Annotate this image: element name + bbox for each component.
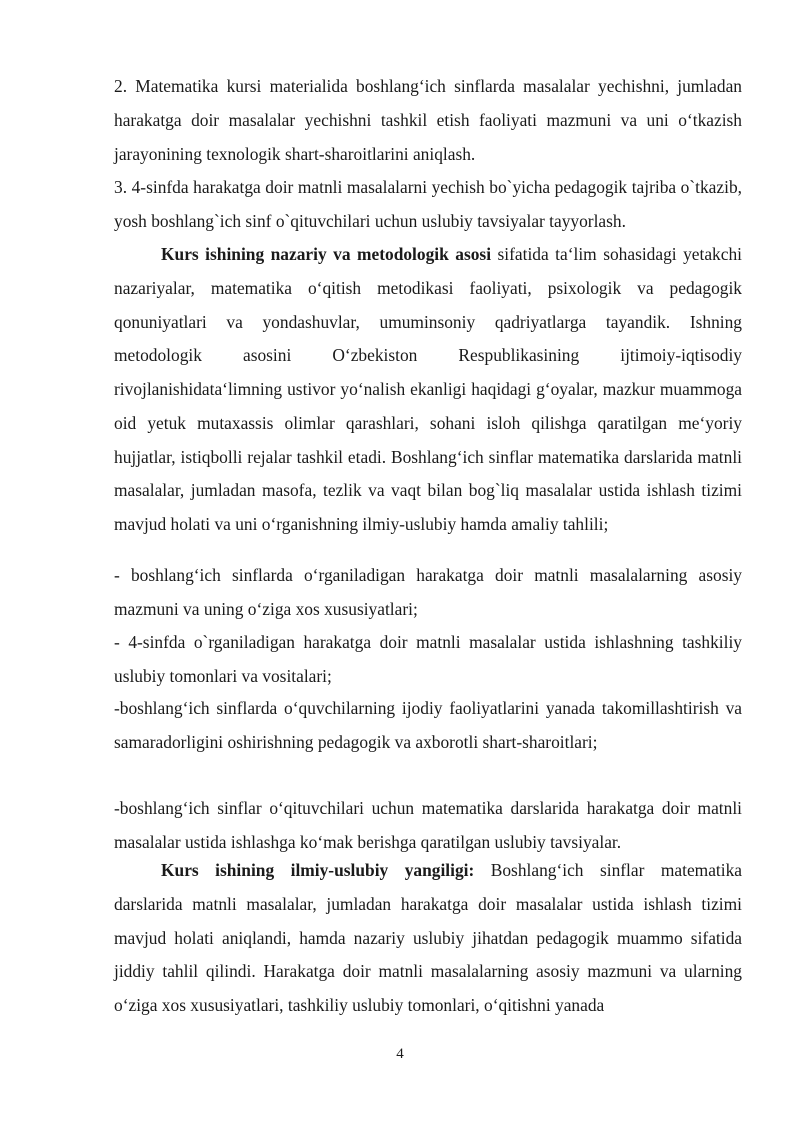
methodological-basis-text: sifatida ta‘lim sohasidagi yetakchi nazariyalar, matematika o‘qitish metodikasi faoliyati, psixologik va pedagogik qonuniyatlari va yondashuvlar, umuminsoniy qadriyatlarga tayandik. Ishning metodologik asosini O‘zbekiston Respublikasining ijtimoiy-iqtisodiy rivojlanishidata‘limning ustivor yo‘nalish ekanligi haqidagi g‘oyalar, mazkur muammoga oid yetuk mutaxassis olimlar qarashlari, sohani isloh qilishga qaratilgan me‘yoriy hujjatlar, istiqbolli rejalar tashkil etadi. Boshlang‘ich sinflar matematika darslarida matnli masalalar, jumladan masofa, tezlik va vaqt bilan bog`liq masalalar ustida ishlash tizimi mavjud holati va uni o‘rganishning ilmiy-uslubiy hamda amaliy tahlili;: [114, 244, 742, 534]
list-item-organizational-methods: - 4-sinfda o`rganiladigan harakatga doir matnli masalalar ustida ishlashning tashkiliy uslubiy tomonlari va vositalari;: [114, 632, 742, 686]
paragraph-objective-3: 3. 4-sinfda harakatga doir matnli masalalarni yechish bo`yicha pedagogik tajriba o`tkazib, yosh boshlang`ich sinf o`qituvchilari uchun uslubiy tavsiyalar tayyorlash.: [114, 177, 742, 231]
scientific-novelty-text: Boshlang‘ich sinflar matematika darslarida matnli masalalar, jumladan harakatga doir masalalar ustida ishlash tizimi mavjud holati aniqlandi, hamda nazariy uslubiy jihatdan pedagogik muammo sifatida jiddiy tahlil qilindi. Harakatga doir matnli masalalarning asosiy mazmuni va ularning o‘ziga xos xususiyatlari, tashkiliy uslubiy tomonlari, o‘qitishni yanada: [114, 860, 742, 1015]
paragraph-objective-2: 2. Matematika kursi materialida boshlang‘ich sinflarda masalalar yechishni, jumladan harakatga doir masalalar yechishni tashkil etish faoliyati mazmuni va uni o‘tkazish jarayonining texnologik shart-sharoitlarini aniqlash.: [114, 76, 742, 164]
list-item-pedagogical-conditions: -boshlang‘ich sinflarda o‘quvchilarning ijodiy faoliyatlarini yanada takomillashtirish va samaradorligini oshirishning pedagogik va axborotli shart-sharoitlari;: [114, 698, 742, 752]
paragraph-scientific-novelty: [114, 854, 742, 1023]
list-item-methodical-recommendations: -boshlang‘ich sinflar o‘qituvchilari uchun matematika darslarida harakatga doir matnli masalalar ustida ishlashga ko‘mak berishga qaratilgan uslubiy tavsiyalar.: [114, 798, 742, 852]
paragraph-methodological-basis: [114, 238, 742, 542]
methodological-basis-heading: Kurs ishining nazariy va metodologik asosi: [161, 244, 492, 264]
list-item-content-features: - boshlang‘ich sinflarda o‘rganiladigan harakatga doir matnli masalalarning asosiy mazmuni va uning o‘ziga xos xususiyatlari;: [114, 565, 742, 619]
page-number: 4: [396, 1046, 404, 1062]
scientific-novelty-heading: Kurs ishining ilmiy-uslubiy yangiligi:: [161, 860, 475, 880]
